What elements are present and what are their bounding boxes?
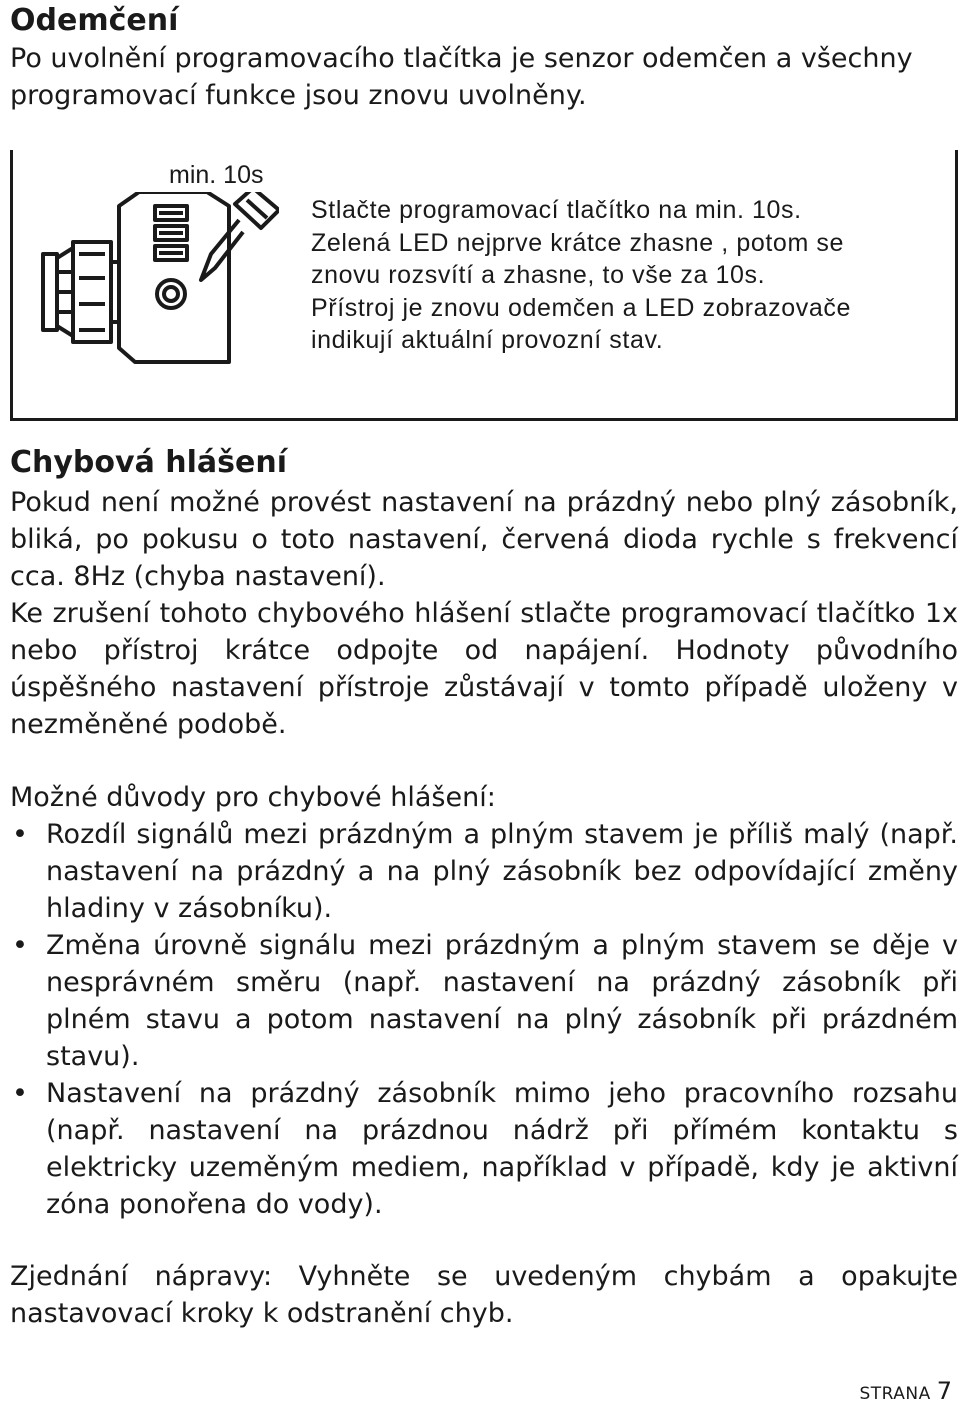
unlock-section [10,2,958,114]
reasons-section [10,779,958,1223]
errors-heading: Chybová hlášení [10,445,287,480]
bullet-icon: • [12,1078,28,1109]
unlock-text: Po uvolnění programovacího tlačítka je senzor odemčen a všechny programovací funkce jsou znovu uvolněny. [10,43,913,111]
step-line: znovu rozsvítí a zhasne, to vše za 10s. [311,261,766,289]
unlock-heading: Odemčení [10,3,179,38]
unlock-instruction-box [10,150,958,421]
remedy-section [10,1258,958,1332]
page-number: 7 [936,1377,952,1405]
errors-section [10,444,958,743]
list-item-text: Nastavení na prázdný zásobník mimo jeho pracovního rozsahu (např. nastavení na prázdnou nádrž při přímém kontaktu s elektricky uzeměným mediem, například v případě, kdy je aktivní zóna ponořena do vody). [46,1078,958,1220]
errors-paragraph-2: Ke zrušení tohoto chybového hlášení stlačte programovací tlačítko 1x nebo přístroj krátce odpojte od napájení. Hodnoty původního úspěšného nastavení přístroje zůstávají v tomto případě uloženy v nezměněné podobě. [10,598,958,740]
reasons-list [10,816,958,1223]
page-label: STRANA [859,1384,931,1404]
list-item [10,816,958,927]
step-line: Stlačte programovací tlačítko na min. 10s. [311,196,802,224]
reasons-intro: Možné důvody pro chybové hlášení: [10,782,496,813]
unlock-steps [311,194,951,357]
list-item-text: Rozdíl signálů mezi prázdným a plným stavem je příliš malý (např. nastavení na prázdný a na plný zásobník bez odpovídající změny hladiny v zásobníku). [46,819,958,924]
remedy-text: Zjednání nápravy: Vyhněte se uvedeným chybám a opakujte nastavovací kroky k odstranění chyb. [10,1261,958,1329]
step-line: Přístroj je znovu odemčen a LED zobrazovače [311,293,851,322]
list-item [10,927,958,1075]
page-footer [859,1378,952,1407]
list-item-text: Změna úrovně signálu mezi prázdným a plným stavem se děje v nesprávném směru (např. nastavení na prázdný zásobník při plném stavu a potom nastavení na plný zásobník při prázdném stavu). [46,930,958,1072]
bullet-icon: • [12,819,28,850]
sensor-with-screwdriver-icon [39,192,279,372]
bullet-icon: • [12,930,28,961]
errors-paragraph-1: Pokud není možné provést nastavení na prázdný nebo plný zásobník, bliká, po pokusu o toto nastavení, červená dioda rychle s frekvencí cca. 8Hz (chyba nastavení). [10,487,958,592]
step-line: indikují aktuální provozní stav. [311,326,664,354]
step-line: Zelená LED nejprve krátce zhasne , potom se [311,228,845,257]
list-item [10,1075,958,1223]
time-label: min. 10s [169,161,264,189]
